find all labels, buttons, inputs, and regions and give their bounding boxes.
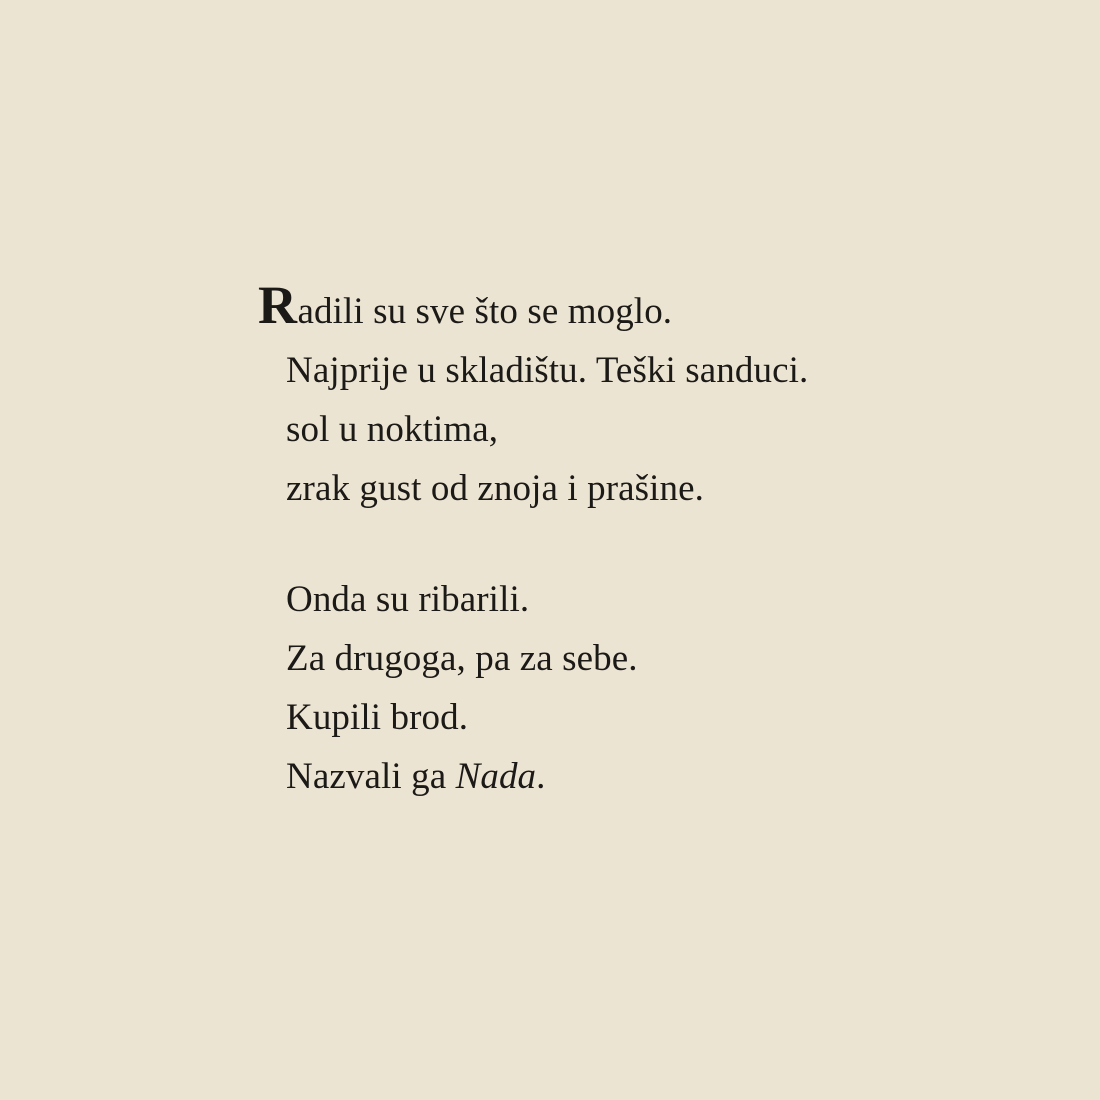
poem-line xyxy=(258,341,958,400)
poem-line xyxy=(258,688,958,747)
poem-line xyxy=(258,459,958,518)
poem-line xyxy=(258,400,958,459)
poem-line xyxy=(258,747,958,806)
poem-line-text: adili su sve što se moglo. xyxy=(297,291,673,332)
poem-line xyxy=(258,629,958,688)
poem-line-text-end: . xyxy=(536,756,546,797)
stanza-2 xyxy=(258,570,958,806)
poem-line-text: Za drugoga, pa za sebe. xyxy=(286,638,638,679)
poem-line-text: Najprije u skladištu. Teški sanduci. xyxy=(286,350,809,391)
poem-line-text: zrak gust od znoja i prašine. xyxy=(286,468,704,509)
poem-line-text: sol u noktima, xyxy=(286,409,499,450)
poem-line-text: Kupili brod. xyxy=(286,697,469,738)
poem-line-emphasis: Nada xyxy=(455,756,537,797)
poem-body xyxy=(258,275,958,806)
poem-line xyxy=(258,275,958,341)
poem-line xyxy=(258,570,958,629)
poem-line-text: Nazvali ga xyxy=(286,756,456,797)
stanza-1 xyxy=(258,275,958,518)
drop-cap: R xyxy=(258,275,298,335)
poem-line-text: Onda su ribarili. xyxy=(286,579,530,620)
